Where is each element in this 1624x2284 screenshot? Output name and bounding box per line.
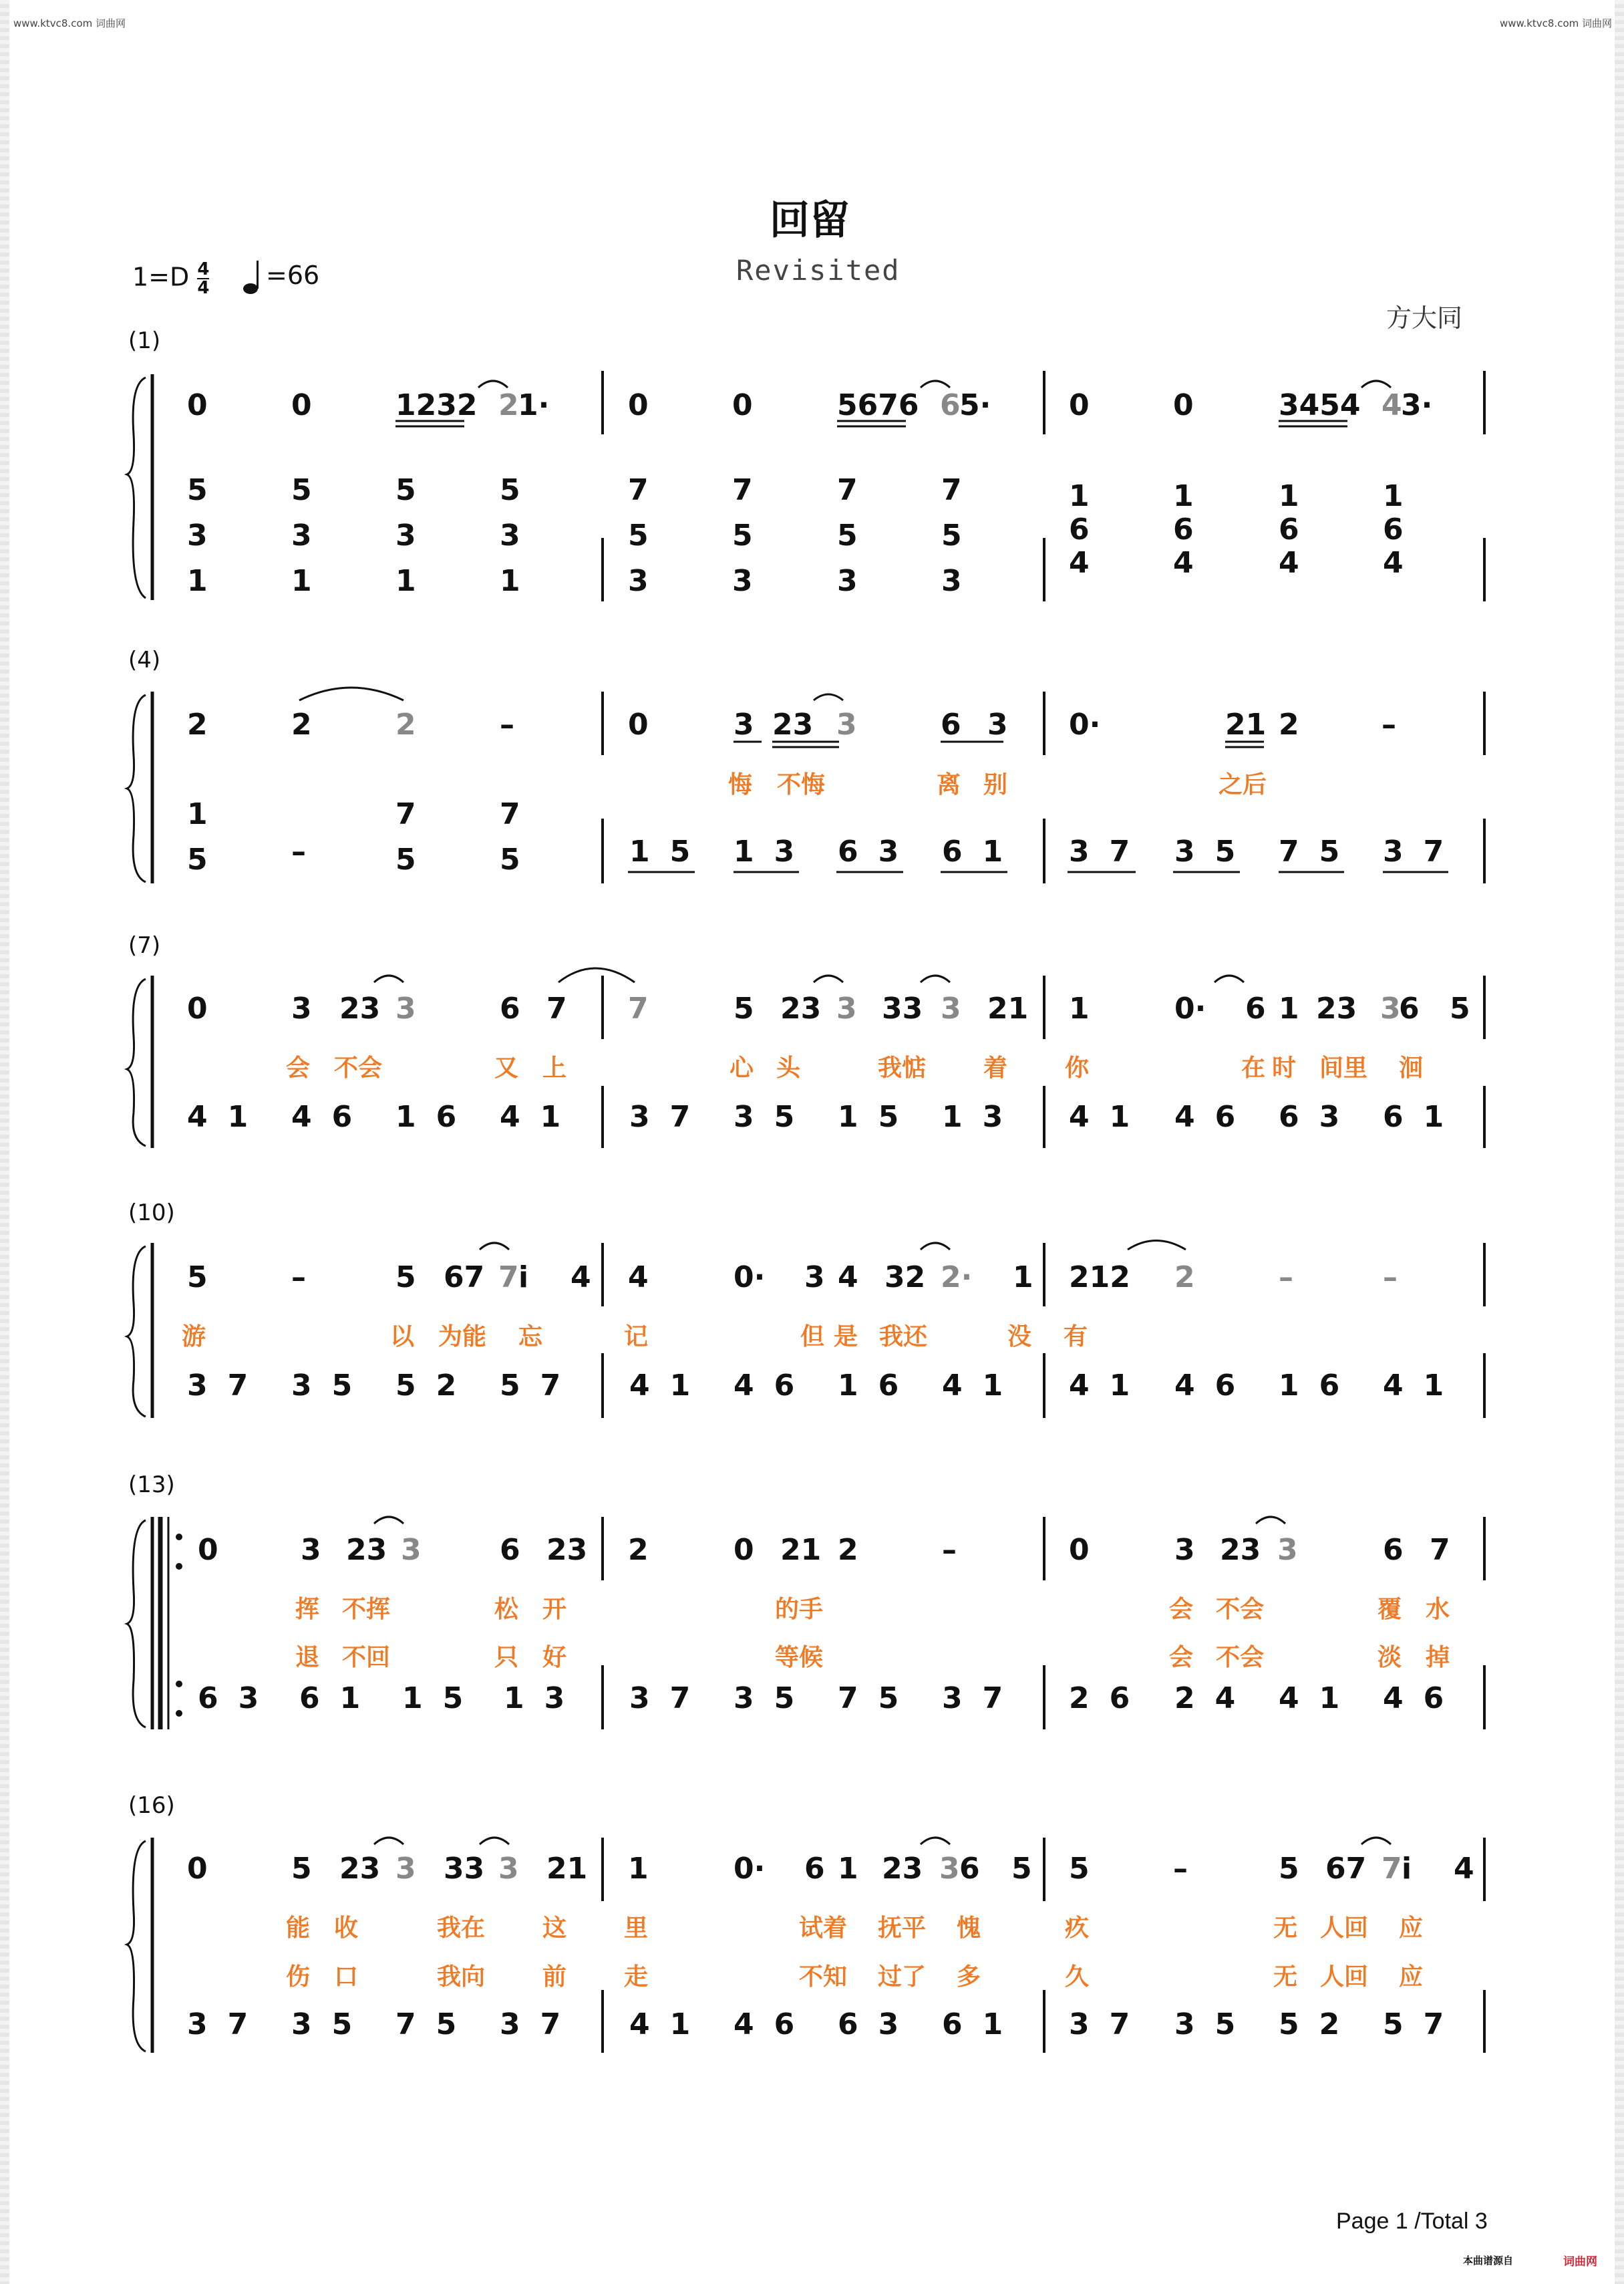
lyric: 等候 (775, 1644, 824, 1671)
note-pair: 61 (1383, 1100, 1464, 1134)
lyric: 疚 (1065, 1914, 1090, 1942)
note: i (518, 1260, 529, 1294)
note: 32 (884, 1260, 926, 1294)
note: 0 (1069, 388, 1090, 422)
lyric: 不会 (334, 1054, 383, 1082)
dash: – (942, 1533, 957, 1567)
note: 5 (1279, 1852, 1299, 1886)
note-pair: 37 (187, 2007, 269, 2041)
note: 1 (1279, 992, 1299, 1026)
tied-note: 3 (498, 1852, 519, 1886)
lyric: 有 (1064, 1323, 1088, 1350)
lyric: 悔 (728, 771, 753, 799)
key-label: 1=D (132, 262, 190, 292)
note: 6 (804, 1852, 825, 1886)
note-pair: 46 (1383, 1681, 1464, 1715)
lyric: 我向 (437, 1963, 486, 1991)
lyric: 不知 (799, 1963, 848, 1991)
note: 1232 (395, 388, 478, 422)
lyric: 会 (1169, 1644, 1194, 1671)
lyric: 开 (542, 1596, 567, 1623)
note: 23 (546, 1533, 588, 1567)
lyric: 是 (834, 1323, 858, 1350)
tied-note: 3 (836, 992, 857, 1026)
note: 2 (628, 1533, 649, 1567)
tied-note: 3 (1380, 992, 1401, 1026)
site-watermark-left: www.ktvc8.com 词曲网 (13, 17, 126, 29)
note: 6 (941, 708, 961, 742)
lyric: 间里 (1319, 1054, 1368, 1082)
note: 21 (987, 992, 1029, 1026)
note: 3454 (1279, 388, 1361, 422)
note: 5 (291, 1852, 312, 1886)
lyric: 之后 (1219, 771, 1267, 799)
song-title: 回留 (770, 197, 850, 244)
note: 23 (1220, 1533, 1261, 1567)
note: 2 (1279, 708, 1299, 742)
note: 6 (1245, 992, 1266, 1026)
note: 4 (838, 1260, 858, 1294)
measure-number: (1) (128, 327, 161, 354)
note-pair: 35 (291, 1369, 373, 1403)
note: 0 (734, 1533, 754, 1567)
note: 6 (1399, 992, 1420, 1026)
note-pair: 63 (838, 835, 919, 869)
note: 0 (628, 388, 649, 422)
tied-note: 3 (939, 1852, 960, 1886)
dash: – (500, 708, 514, 742)
lyric: 应 (1399, 1914, 1424, 1942)
chord: 7 5 3 (837, 473, 858, 598)
lyric: 愧 (957, 1914, 981, 1942)
note: 0 (198, 1533, 218, 1567)
note: 3· (1401, 388, 1433, 422)
lyric: 水 (1426, 1596, 1450, 1623)
lyric: 不回 (342, 1644, 391, 1671)
note: 7 (1430, 1533, 1450, 1567)
note-pair: 35 (734, 1100, 815, 1134)
dash: – (1382, 708, 1396, 742)
note: 23 (780, 992, 822, 1026)
song-subtitle: Revisited (736, 254, 901, 287)
time-signature: $\frac{4}{4}$ (197, 259, 210, 298)
note: 2 (187, 708, 208, 742)
note-pair: 41 (1279, 1681, 1360, 1715)
composer: 方大同 (1386, 303, 1463, 333)
page-indicator: Page 1 /Total 3 (1336, 2208, 1488, 2234)
note-pair: 35 (291, 2007, 373, 2041)
note-pair: 37 (629, 1100, 711, 1134)
note: 4 (571, 1260, 591, 1294)
note: 1 (1013, 1260, 1033, 1294)
note: 6 (500, 992, 520, 1026)
tied-note: 2 (1174, 1260, 1195, 1294)
chord: 5 3 1 (187, 473, 208, 598)
note: 0· (1174, 992, 1206, 1026)
note: 2 (291, 708, 312, 742)
lyric: 你 (1065, 1054, 1090, 1082)
note-pair: 61 (942, 835, 1023, 869)
note: 67 (444, 1260, 485, 1294)
source-label: 本曲谱源自 (1463, 2255, 1514, 2267)
note-pair: 46 (1174, 1369, 1256, 1403)
tempo: =66 (266, 261, 320, 290)
note: 5676 (837, 388, 919, 422)
tied-note: 3 (401, 1533, 422, 1567)
note: 33 (882, 992, 923, 1026)
lyric: 以 (390, 1323, 415, 1350)
tied-note: 3 (941, 992, 961, 1026)
note: 67 (1325, 1852, 1367, 1886)
note: 5 (734, 992, 754, 1026)
note: 3 (804, 1260, 825, 1294)
note-pair: 41 (187, 1100, 269, 1134)
lyric: 过了 (878, 1963, 927, 1991)
lyric: 头 (776, 1054, 801, 1082)
tied-note: 3 (395, 992, 416, 1026)
note: 0 (291, 388, 312, 422)
lyric: 的手 (775, 1596, 824, 1623)
note: 23 (346, 1533, 387, 1567)
note: 3 (291, 992, 312, 1026)
note-pair: 63 (838, 2007, 919, 2041)
note: 5 (1450, 992, 1470, 1026)
chord: 1 5 (187, 797, 208, 877)
tied-note: 2 (395, 708, 416, 742)
note-pair: 26 (1069, 1681, 1150, 1715)
note: 23 (772, 708, 814, 742)
dash: – (1173, 1852, 1188, 1886)
measure-number: (16) (128, 1792, 175, 1819)
note: 1· (518, 388, 550, 422)
tied-note: 7 (1382, 1852, 1402, 1886)
lyric: 又 (494, 1054, 519, 1082)
dash: – (1383, 1260, 1398, 1294)
note: 23 (339, 992, 381, 1026)
lyric: 收 (334, 1914, 359, 1942)
note: 4 (628, 1260, 649, 1294)
note: 0 (187, 1852, 208, 1886)
note: 0 (187, 992, 208, 1026)
dash: – (1279, 1260, 1293, 1294)
dash: – (291, 1260, 306, 1294)
tied-note: 4 (1382, 388, 1402, 422)
chord: 7 5 3 (941, 473, 962, 598)
note: 5· (959, 388, 991, 422)
note: 0 (1069, 1533, 1090, 1567)
note: 0 (187, 388, 208, 422)
measure-number: (10) (128, 1199, 175, 1226)
note-pair: 16 (1279, 1369, 1360, 1403)
note-pair: 52 (1279, 2007, 1360, 2041)
lyric: 洄 (1399, 1054, 1424, 1082)
tied-note: 2 (498, 388, 519, 422)
note-pair: 41 (500, 1100, 581, 1134)
lyric: 为能 (438, 1323, 487, 1350)
note: 6 (500, 1533, 520, 1567)
note-pair: 13 (942, 1100, 1023, 1134)
tied-note: 2· (941, 1260, 973, 1294)
measure-number: (4) (128, 647, 161, 674)
lyric: 我惦 (878, 1054, 927, 1082)
lyric: 游 (182, 1323, 206, 1350)
note: 5 (395, 1260, 416, 1294)
note-pair: 37 (1069, 835, 1150, 869)
lyric: 会 (1169, 1596, 1194, 1623)
note: 6 (959, 1852, 980, 1886)
chord: 1 6 4 (1383, 479, 1404, 580)
note-pair: 37 (187, 1369, 269, 1403)
note-pair: 57 (1383, 2007, 1464, 2041)
measure-number: (7) (128, 932, 161, 959)
note: 3 (301, 1533, 321, 1567)
site-watermark-right: www.ktvc8.com 词曲网 (1500, 17, 1613, 29)
note-pair: 46 (734, 2007, 815, 2041)
note: 0· (734, 1260, 766, 1294)
lyric: 多 (957, 1963, 981, 1991)
note: 6 (1383, 1533, 1404, 1567)
note-pair: 24 (1174, 1681, 1256, 1715)
lyric: 无 (1273, 1963, 1298, 1991)
note: 3 (987, 708, 1008, 742)
note: 3 (1174, 1533, 1195, 1567)
note: 2 (838, 1533, 858, 1567)
note: 23 (1316, 992, 1357, 1026)
note: 23 (882, 1852, 923, 1886)
note-pair: 37 (942, 1681, 1023, 1715)
note-pair: 16 (395, 1100, 477, 1134)
note: 33 (444, 1852, 485, 1886)
note-pair: 37 (629, 1681, 711, 1715)
note: 5 (187, 1260, 208, 1294)
note-pair: 52 (395, 1369, 477, 1403)
lyric: 着 (983, 1054, 1008, 1082)
chord: 7 5 3 (628, 473, 649, 598)
lyric: 无 (1273, 1914, 1298, 1942)
note: 7 (546, 992, 567, 1026)
lyric: 上 (542, 1054, 567, 1082)
lyric: 人回 (1320, 1914, 1369, 1942)
lyric: 人回 (1320, 1963, 1369, 1991)
note-pair: 41 (1069, 1369, 1150, 1403)
lyric: 不悔 (777, 771, 826, 799)
lyric: 覆 (1377, 1596, 1402, 1623)
note-pair: 13 (504, 1681, 585, 1715)
chord: 7 5 (395, 797, 416, 877)
note: 0 (1173, 388, 1194, 422)
lyric: 不挥 (342, 1596, 391, 1623)
lyric: 应 (1399, 1963, 1424, 1991)
note-pair: 41 (629, 2007, 711, 2041)
note-pair: 15 (629, 835, 711, 869)
note: 0 (628, 708, 649, 742)
lyric: 退 (295, 1644, 320, 1671)
lyric: 松 (494, 1596, 519, 1623)
chord: 5 3 1 (291, 473, 312, 598)
lyric: 我还 (879, 1323, 928, 1350)
note-pair: 63 (1279, 1100, 1360, 1134)
lyric: 在 (1241, 1054, 1266, 1082)
tied-note: 3 (395, 1852, 416, 1886)
lyric: 不会 (1216, 1644, 1265, 1671)
lyric: 记 (624, 1323, 649, 1350)
lyric: 没 (1007, 1323, 1032, 1350)
note-pair: 41 (1383, 1369, 1464, 1403)
lyric: 离 (937, 771, 961, 799)
lyric: 时 (1272, 1054, 1297, 1082)
lyric: 这 (542, 1914, 567, 1942)
lyric: 能 (286, 1914, 311, 1942)
note: 0· (734, 1852, 766, 1886)
note-pair: 75 (1279, 835, 1360, 869)
lyric: 伤 (286, 1963, 311, 1991)
note-pair: 46 (734, 1369, 815, 1403)
note: 21 (1225, 708, 1267, 742)
note: 3 (734, 708, 754, 742)
note-pair: 37 (1069, 2007, 1150, 2041)
chord: 1 6 4 (1279, 479, 1299, 580)
note-pair: 63 (198, 1681, 279, 1715)
note-pair: 41 (629, 1369, 711, 1403)
note-pair: 61 (299, 1681, 381, 1715)
note-pair: 35 (1174, 2007, 1256, 2041)
lyric: 但 (800, 1323, 825, 1350)
note: 5 (1069, 1852, 1090, 1886)
lyric: 好 (542, 1644, 567, 1671)
note: 5 (1011, 1852, 1032, 1886)
tied-note: 7 (628, 992, 649, 1026)
note-pair: 37 (1383, 835, 1464, 869)
note-pair: 75 (395, 2007, 477, 2041)
tied-note: 6 (940, 388, 961, 422)
note-pair: 46 (291, 1100, 373, 1134)
note-pair: 57 (500, 1369, 581, 1403)
chord: 1 6 4 (1069, 479, 1090, 580)
note: 21 (546, 1852, 588, 1886)
note: 1 (838, 1852, 858, 1886)
note: i (1402, 1852, 1412, 1886)
note: 0 (732, 388, 753, 422)
note: 23 (339, 1852, 381, 1886)
lyric: 我在 (437, 1914, 486, 1942)
lyric: 走 (624, 1963, 649, 1991)
site-logo[interactable]: 词曲网 (1563, 2255, 1597, 2269)
chord: 5 3 1 (500, 473, 520, 598)
dash: – (291, 835, 306, 869)
note-pair: 41 (942, 1369, 1023, 1403)
note-pair: 75 (838, 1681, 919, 1715)
note: 212 (1069, 1260, 1130, 1294)
lyric: 口 (334, 1963, 359, 1991)
lyric: 会 (286, 1054, 311, 1082)
lyric: 淡 (1377, 1644, 1402, 1671)
lyric: 只 (494, 1644, 519, 1671)
note: 4 (1454, 1852, 1474, 1886)
note-pair: 35 (734, 1681, 815, 1715)
note: 1 (628, 1852, 649, 1886)
lyric: 别 (983, 771, 1008, 799)
lyric: 不会 (1216, 1596, 1265, 1623)
note-pair: 41 (1069, 1100, 1150, 1134)
note-pair: 13 (734, 835, 815, 869)
lyric: 心 (729, 1054, 754, 1082)
lyric: 前 (542, 1963, 567, 1991)
lyric: 抚平 (878, 1914, 927, 1942)
tied-note: 7 (498, 1260, 519, 1294)
note-pair: 15 (838, 1100, 919, 1134)
note-pair: 16 (838, 1369, 919, 1403)
note-pair: 46 (1174, 1100, 1256, 1134)
note: 21 (780, 1533, 822, 1567)
lyric: 忘 (518, 1323, 543, 1350)
lyric: 里 (624, 1914, 649, 1942)
lyric: 试着 (799, 1914, 848, 1942)
tied-note: 3 (1277, 1533, 1298, 1567)
chord: 7 5 3 (732, 473, 753, 598)
note: 0· (1069, 708, 1101, 742)
lyric: 久 (1065, 1963, 1090, 1991)
chord: 1 6 4 (1173, 479, 1194, 580)
measure-number: (13) (128, 1471, 175, 1498)
note: 1 (1069, 992, 1090, 1026)
note-pair: 61 (942, 2007, 1023, 2041)
lyric: 挥 (295, 1596, 320, 1623)
chord: 5 3 1 (395, 473, 416, 598)
note-pair: 15 (402, 1681, 484, 1715)
tied-note: 3 (836, 708, 857, 742)
note-pair: 35 (1174, 835, 1256, 869)
note-pair: 37 (500, 2007, 581, 2041)
chord: 7 5 (500, 797, 520, 877)
lyric: 掉 (1426, 1644, 1450, 1671)
